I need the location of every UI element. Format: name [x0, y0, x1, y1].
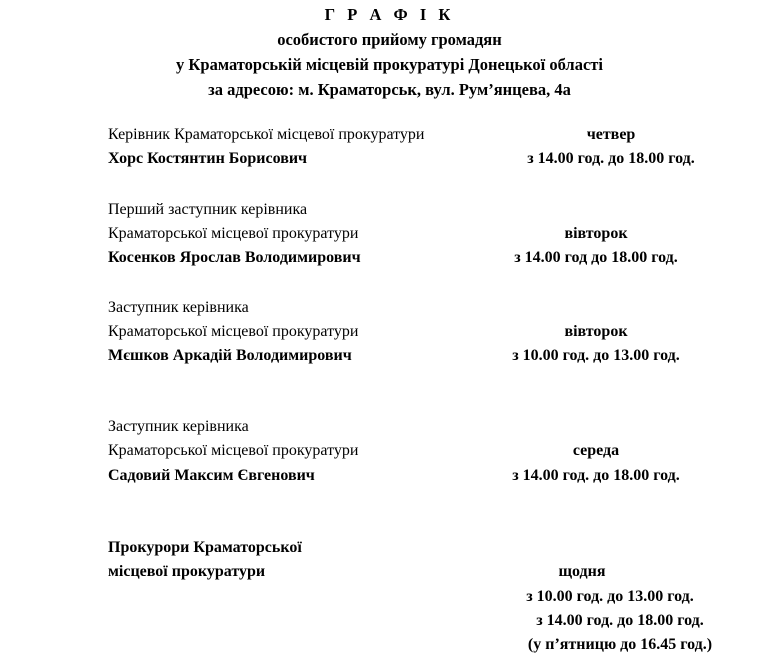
- entry-4-time: з 14.00 год. до 18.00 год.: [512, 467, 680, 484]
- prosecutors-line-2: місцевої прокуратури: [108, 563, 266, 580]
- entry-1-day: четвер: [586, 126, 636, 143]
- entry-3-day: вівторок: [564, 323, 628, 340]
- entry-3-position-line-1: Заступник керівника: [108, 299, 249, 316]
- entry-1-position: Керівник Краматорської місцевої прокуратури: [108, 126, 425, 143]
- entry-4-day: середа: [572, 442, 620, 459]
- entry-4-name: Садовий Максим Євгенович: [108, 467, 315, 484]
- header-office: у Краматорській місцевій прокуратурі Донецької області: [176, 55, 603, 74]
- entry-3-time: з 10.00 год. до 13.00 год.: [512, 347, 680, 364]
- header-subtitle: особистого прийому громадян: [277, 30, 502, 49]
- entry-3-position-line-2: Краматорської місцевої прокуратури: [108, 323, 359, 340]
- entry-2-position-line-1: Перший заступник керівника: [108, 201, 308, 218]
- document-header: [0, 2, 779, 102]
- entry-1-name: Хорс Костянтин Борисович: [108, 150, 308, 167]
- document-title: Г Р А Ф І К: [324, 5, 455, 24]
- prosecutors-time-1: з 10.00 год. до 13.00 год.: [526, 588, 694, 605]
- entry-4-position-line-2: Краматорської місцевої прокуратури: [108, 442, 359, 459]
- entry-2-day: вівторок: [564, 225, 628, 242]
- entry-3-name: Мєшков Аркадій Володимирович: [108, 347, 352, 364]
- entry-1-time: з 14.00 год. до 18.00 год.: [527, 150, 695, 167]
- prosecutors-time-2: з 14.00 год. до 18.00 год.: [536, 612, 704, 629]
- prosecutors-note: (у п’ятницю до 16.45 год.): [527, 636, 713, 653]
- prosecutors-line-1: Прокурори Краматорської: [108, 539, 302, 556]
- header-address: за адресою: м. Краматорськ, вул. Рум’янцева, 4а: [208, 80, 571, 99]
- entry-2-name: Косенков Ярослав Володимирович: [108, 249, 361, 266]
- entry-2-time: з 14.00 год до 18.00 год.: [514, 249, 678, 266]
- prosecutors-day: щодня: [558, 563, 606, 580]
- entry-4-position-line-1: Заступник керівника: [108, 418, 249, 435]
- entry-2-position-line-2: Краматорської місцевої прокуратури: [108, 225, 359, 242]
